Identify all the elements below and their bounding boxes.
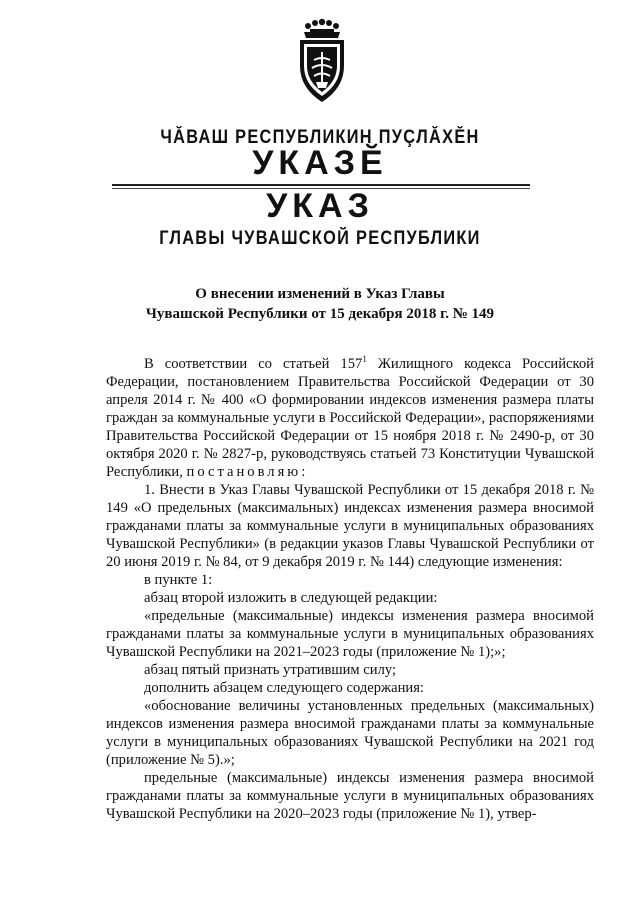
paragraph: «обоснование величины установленных предельных (максимальных) индексов изменения размера вносимой гражданами платы за коммунальные услуги в муниципальных образованиях Чувашской Республики на 2021 год (приложение № 5).»; <box>106 697 594 768</box>
chuvash-header-line: ЧĂВАШ РЕСПУБЛИКИН ПУÇЛĂХĔН <box>160 127 480 148</box>
chuvash-decree-title: УКАЗĔ <box>252 144 388 182</box>
paragraph: дополнить абзацем следующего содержания: <box>144 679 424 696</box>
paragraph-text: Жилищного кодекса Российской Федерации, постановлением Правительства Российской Федерации от 30 апреля 2014 г. № 400 «О формировании индексов изменения размера платы граждан за коммунальные услуги в Российской Федерации», распоряжениями Правительства Российской Федерации от 15 ноября 2018 г. № 2490-р, от 30 октября 2020 г. № 2827-р, руководствуясь статьей 73 Конституции Чувашской Республики, <box>106 355 594 480</box>
russian-header-line: ГЛАВЫ ЧУВАШСКОЙ РЕСПУБЛИКИ <box>159 228 481 249</box>
document-body <box>106 350 594 823</box>
resolve-word: постановляю: <box>186 463 309 480</box>
paragraph <box>106 350 594 481</box>
paragraph-text: В соответствии со статьей 157 <box>144 355 363 372</box>
paragraph: в пункте 1: <box>144 571 213 588</box>
paragraph: предельные (максимальные) индексы изменения размера вносимой гражданами платы за коммунальные услуги в муниципальных образованиях Чувашской Республики на 2020–2023 годы (приложение № 1), утвер- <box>106 769 594 822</box>
paragraph: абзац пятый признать утратившим силу; <box>144 661 397 678</box>
document-title <box>0 284 640 324</box>
paragraph: «предельные (максимальные) индексы изменения размера вносимой гражданами платы за коммунальные услуги в муниципальных образованиях Чувашской Республики на 2021–2023 годы (приложение № 1);»; <box>106 607 594 660</box>
divider-line <box>112 184 530 186</box>
document-title-line: О внесении изменений в Указ Главы <box>195 286 445 302</box>
coat-of-arms-emblem <box>290 16 354 106</box>
paragraph: 1. Внести в Указ Главы Чувашской Республики от 15 декабря 2018 г. № 149 «О предельных (максимальных) индексах изменения размера вносимой гражданами платы за коммунальные услуги в муниципальных образованиях Чувашской Республики» (в редакции указов Главы Чувашской Республики от 20 июня 2019 г. № 84, от 9 декабря 2019 г. № 144) следующие изменения: <box>106 481 594 570</box>
russian-decree-title: УКАЗ <box>266 187 374 225</box>
paragraph: абзац второй изложить в следующей редакции: <box>144 589 438 606</box>
document-title-line: Чувашской Республики от 15 декабря 2018 г. № 149 <box>145 306 495 322</box>
superscript: 1 <box>362 354 367 364</box>
